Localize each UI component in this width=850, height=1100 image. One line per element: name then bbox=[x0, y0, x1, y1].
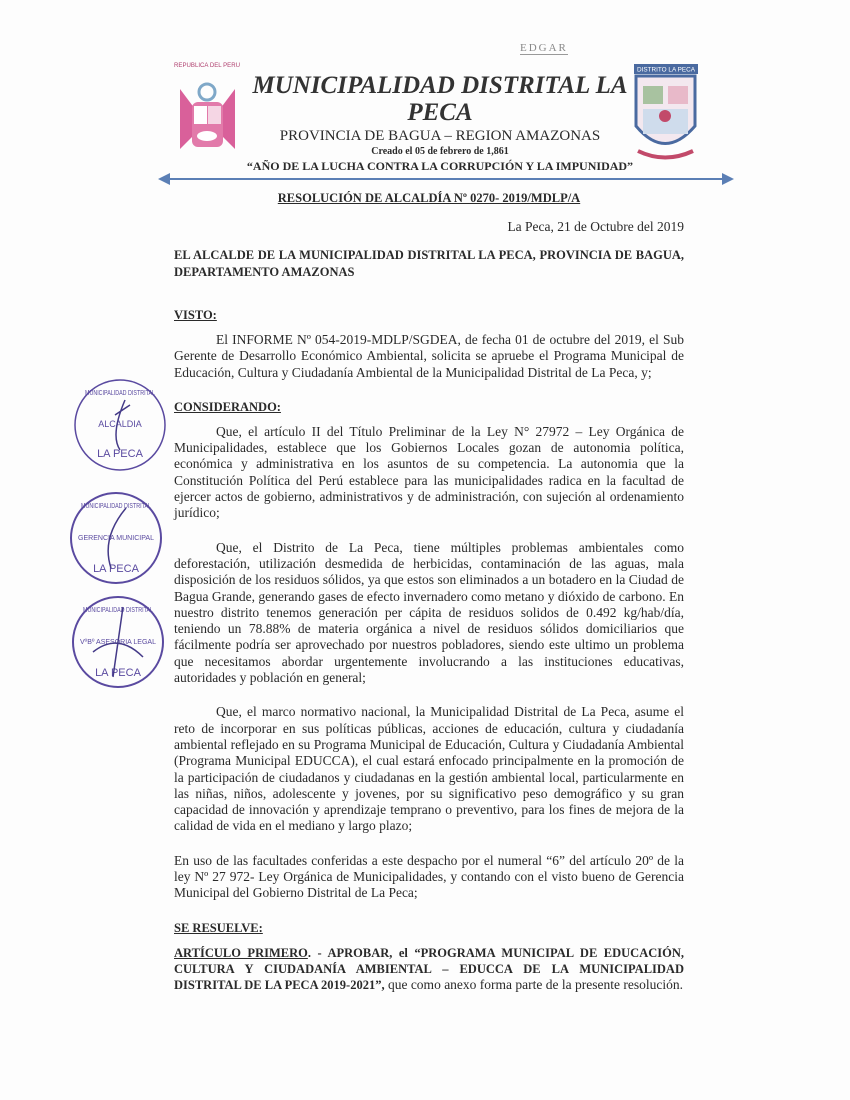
se-resuelve-heading: SE RESUELVE: bbox=[174, 920, 263, 935]
considerando-paragraph-3: Que, el marco normativo nacional, la Municipalidad Distrital de La Peca, asume el reto de incorporar en sus políticas públicas, acciones de educación, cultura y ciudadanía ambiental reflejado en su Programa Municipal de Educación, Cultura y Ciudadanía Ambiental (Programa Municipal EDUCCA), el cual estará enfocado principalmente en la promoción de la participación de ciudadanos y ciudadanas en la gestión ambiental local, particularmente en las niñas, niños, adolescente y jovenes, por su significativo peso demográfico y su gran capacidad de innovación y aprendizaje temprano o preventivo, para los fines de mejora de la calidad de vida en el mediano y largo plazo; bbox=[174, 704, 684, 834]
asesoria-legal-stamp bbox=[68, 592, 168, 692]
svg-text:ALCALDIA: ALCALDIA bbox=[98, 419, 142, 429]
svg-text:MUNICIPALIDAD DISTRITAL: MUNICIPALIDAD DISTRITAL bbox=[85, 390, 156, 397]
right-logo-text: DISTRITO LA PECA bbox=[637, 67, 695, 74]
article-rest-text: que como anexo forma parte de la presente resolución. bbox=[384, 977, 683, 993]
header-divider bbox=[165, 178, 725, 180]
article-label: ARTÍCULO PRIMERO bbox=[174, 945, 308, 960]
alcaldia-stamp bbox=[70, 375, 170, 475]
considerando-paragraph-4: En uso de las facultades conferidas a este despacho por el numeral “6” del artículo 20º de la ley Nº 27 972- Ley Orgánica de Municipalidades, y contando con el visto bueno de Gerencia Municipal del Gobierno Distrital de La Peca; bbox=[174, 852, 684, 901]
svg-text:LA PECA: LA PECA bbox=[97, 448, 143, 460]
article-first bbox=[174, 945, 684, 994]
svg-text:MUNICIPALIDAD DISTRITAL: MUNICIPALIDAD DISTRITAL bbox=[83, 607, 154, 614]
resolution-number: RESOLUCIÓN DE ALCALDÍA Nº 0270- 2019/MDLP/A bbox=[277, 191, 581, 205]
peru-coat-of-arms-logo bbox=[168, 58, 246, 162]
province-region: PROVINCIA DE BAGUA – REGION AMAZONAS bbox=[279, 128, 601, 144]
document-body bbox=[174, 247, 684, 994]
addressee-heading: EL ALCALDE DE LA MUNICIPALIDAD DISTRITAL LA PECA, PROVINCIA DE BAGUA, DEPARTAMENTO AMAZONAS bbox=[174, 248, 684, 279]
considerando-heading: CONSIDERANDO: bbox=[174, 399, 281, 414]
visto-heading: VISTO: bbox=[174, 308, 217, 322]
svg-text:MUNICIPALIDAD DISTRITAL: MUNICIPALIDAD DISTRITAL bbox=[81, 503, 152, 510]
article-approval-text: . - APROBAR, el “PROGRAMA MUNICIPAL DE EDUCACIÓN, CULTURA Y CIUDADANÍA AMBIENTAL – EDUCCA DE LA MUNICIPALIDAD DISTRITAL DE LA PECA 2019-2021”, bbox=[174, 945, 684, 993]
considerando-paragraph-2: Que, el Distrito de La Peca, tiene múltiples problemas ambientales como deforestación, utilización desmedida de herbicidas, contaminación de las aguas, mala disposición de los residuos sólidos, ya que estos son eliminados a un botadero en la Ciudad de Bagua Grande, generando gases de efecto invernadero como metano y dióxido de carbono. En nuestro distrito tenemos generación per cápita de residuos solidos de 0.492 kg/hab/día, teniendo un 78.88% de materia orgánica a nivel de residuos sólidos domiciliarios que fácilmente podría ser aprovechado por nuestros pobladores, siendo este ultimo un problema que necesitamos abordar urgentemente involucrando a las instituciones educativas, autoridades y población en general; bbox=[174, 539, 684, 686]
creation-date: Creado el 05 de febrero de 1,861 bbox=[371, 146, 509, 157]
svg-text:LA PECA: LA PECA bbox=[95, 667, 141, 679]
svg-text:GERENCIA MUNICIPAL: GERENCIA MUNICIPAL bbox=[78, 533, 154, 542]
municipality-title: MUNICIPALIDAD DISTRITAL LA PECA bbox=[252, 72, 628, 126]
svg-text:VºBº ASESORIA LEGAL: VºBº ASESORIA LEGAL bbox=[80, 639, 157, 646]
visto-paragraph: El INFORME Nº 054-2019-MDLP/SGDEA, de fecha 01 de octubre del 2019, el Sub Gerente de Desarrollo Económico Ambiental, solicita se apruebe el Programa Municipal de Educación, Cultura y Ciudadanía Ambiental de la Municipalidad Distrital de La Peca, y; bbox=[174, 332, 684, 380]
la-peca-district-crest-logo bbox=[628, 62, 706, 166]
year-motto: “AÑO DE LA LUCHA CONTRA LA CORRUPCIÓN Y LA IMPUNIDAD” bbox=[246, 159, 634, 173]
document-date: La Peca, 21 de Octubre del 2019 bbox=[507, 219, 684, 234]
left-logo-text: REPUBLICA DEL PERU bbox=[174, 63, 240, 69]
svg-text:LA PECA: LA PECA bbox=[93, 563, 139, 575]
gerencia-municipal-stamp bbox=[66, 488, 166, 588]
considerando-paragraph-1: Que, el artículo II del Título Preliminar de la Ley N° 27972 – Ley Orgánica de Municipalidades, establece que los Gobiernos Locales gozan de autonomia política, económica y administrativa en los asuntos de su competencia. La autonomia que la Constitución Política del Perú establece para las municipalidades radica en la facultad de ejercer actos de gobierno, administrativos y de administración, con sujeción al ordenamiento jurídico; bbox=[174, 423, 684, 521]
handwritten-note: EDGAR bbox=[520, 42, 568, 54]
arrow-left-icon bbox=[158, 173, 170, 185]
arrow-right-icon bbox=[722, 173, 734, 185]
